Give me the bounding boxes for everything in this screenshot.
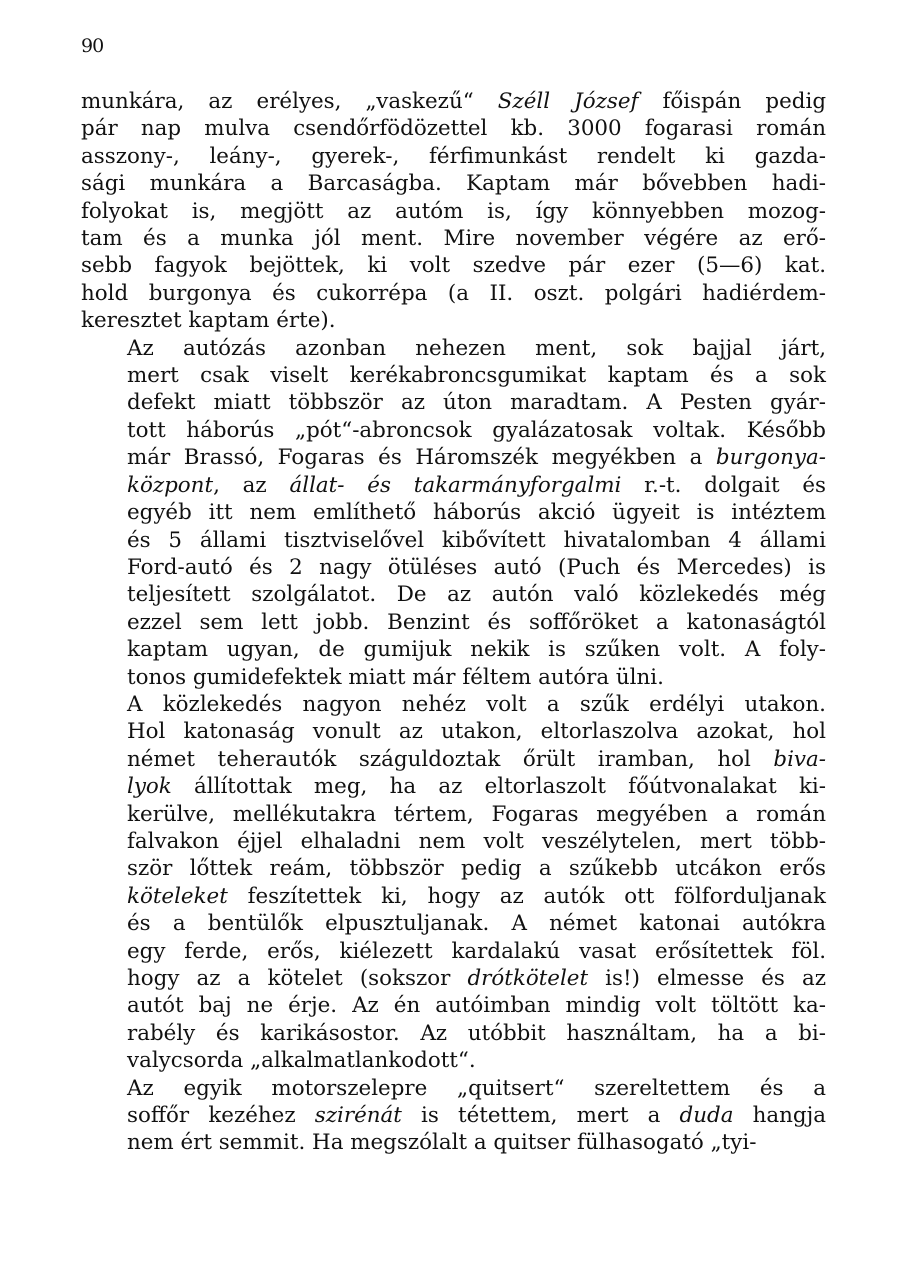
paragraph [81, 335, 826, 691]
text-line: hogy az a kötelet (sokszor drótkötelet is!) elmesse és az [127, 966, 826, 991]
text-line: hold burgonya és cukorrépa (a II. oszt. polgári hadiérdem- [81, 280, 826, 306]
text-line: sebb fagyok bejöttek, ki volt szedve pár ezer (5—6) kat. [81, 253, 826, 279]
text-line: mert csak viselt kerékabroncsgumikat kaptam és a sok [127, 363, 826, 389]
text-line: defekt miatt többször az úton maradtam. A Pesten gyár- [127, 390, 826, 416]
text-line: tott háborús „pót“-abroncsok gyalázatosak voltak. Később [127, 417, 826, 443]
italic-text: állat- és takarmányforgalmi [289, 472, 622, 498]
italic-text: központ [127, 472, 214, 498]
paragraph [81, 691, 826, 1075]
text-line: kaptam ugyan, de gumijuk nekik is szűken volt. A foly- [127, 637, 826, 663]
body-text [81, 88, 826, 1157]
text-line: már Brassó, Fogaras és Háromszék megyékben a burgonya- [127, 445, 826, 471]
text-line: autót baj ne érje. Az én autóimban mindig volt töltött ka- [127, 993, 826, 1019]
italic-text: Széll József [497, 89, 639, 114]
paragraph [81, 88, 826, 335]
text-line: tonos gumidefektek miatt már féltem autóra ülni. [127, 664, 664, 690]
text-line: és 5 állami tisztviselővel kibővített hivatalomban 4 állami [127, 527, 826, 553]
italic-text: lyok [127, 774, 172, 800]
text-line: ször lőttek reám, többször pedig a szűkebb utcákon erős [127, 856, 826, 882]
paragraph [81, 1075, 826, 1157]
italic-text: biva- [773, 746, 826, 772]
text-line: központ, az állat- és takarmányforgalmi r.-t. dolgait és [127, 472, 826, 498]
text-line: A közlekedés nagyon nehéz volt a szűk erdélyi utakon. [127, 691, 826, 717]
text-line: és a bentülők elpusztuljanak. A német katonai autókra [127, 911, 826, 937]
text-line: rabély és karikásostor. Az utóbbit használtam, ha a bi- [127, 1020, 826, 1046]
text-line: Az autózás azonban nehezen ment, sok bajjal járt, [127, 335, 826, 361]
text-line: lyok állítottak meg, ha az eltorlaszolt főútvonalakat ki- [127, 774, 826, 800]
italic-text: drótkötelet [467, 966, 589, 991]
text-line: ezzel sem lett jobb. Benzint és soffőröket a katonaságtól [127, 609, 826, 635]
text-line: Az egyik motorszelepre „quitsert“ szereltettem és a [127, 1075, 826, 1101]
text-line: sági munkára a Barcaságba. Kaptam már bővebben hadi- [81, 171, 826, 197]
italic-text: duda [679, 1103, 734, 1129]
text-line: nem ért semmit. Ha megszólalt a quitser fülhasogató „tyi- [127, 1130, 757, 1156]
text-line: egyéb itt nem említhető háborús akció ügyeit is intéztem [127, 500, 826, 526]
text-line: soffőr kezéhez szirénát is tétettem, mert a duda hangja [127, 1103, 827, 1129]
italic-text: szirénát [314, 1103, 402, 1129]
text-line: asszony-, leány-, gyerek-, férfimunkást rendelt ki gazda- [81, 143, 826, 169]
italic-text: köteleket [127, 883, 228, 909]
text-line: Hol katonaság vonult az utakon, eltorlaszolva azokat, hol [127, 719, 826, 745]
text-line: egy ferde, erős, kiélezett kardalakú vasat erősítettek föl. [127, 938, 826, 964]
text-line: Ford-autó és 2 nagy ötüléses autó (Puch és Mercedes) is [127, 554, 826, 580]
text-line: pár nap mulva csendőrfödözettel kb. 3000 fogarasi román [81, 116, 826, 142]
text-line: tam és a munka jól ment. Mire november végére az erő- [81, 226, 826, 252]
italic-text: burgonya- [715, 445, 826, 471]
text-line: munkára, az erélyes, „vaskezű“ Széll József főispán pedig [81, 89, 827, 114]
text-line: német teherautók száguldoztak őrült iramban, hol biva- [127, 746, 826, 772]
text-line: köteleket feszítettek ki, hogy az autók ott fölforduljanak [127, 883, 826, 909]
text-line: keresztet kaptam érte). [81, 308, 336, 334]
text-line: valycsorda „alkalmatlankodott“. [127, 1048, 476, 1074]
text-line: teljesített szolgálatot. De az autón való közlekedés még [127, 582, 826, 608]
text-line: folyokat is, megjött az autóm is, így könnyebben mozog- [81, 198, 826, 224]
text-line: falvakon éjjel elhaladni nem volt veszélytelen, mert több- [127, 828, 826, 854]
page-number: 90 [81, 35, 104, 57]
text-line: kerülve, mellékutakra tértem, Fogaras megyében a román [127, 801, 826, 827]
